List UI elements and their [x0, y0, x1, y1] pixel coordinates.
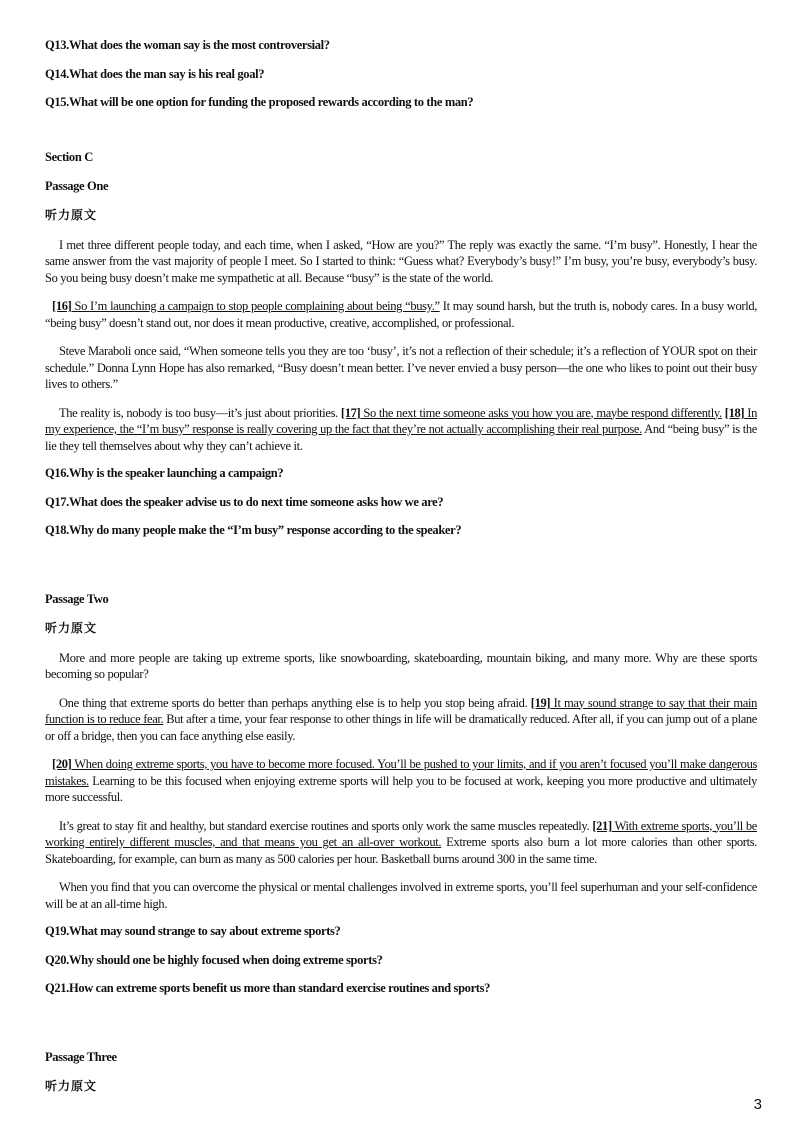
key-sentence-21: With extreme sports, you’ll be working entirely different muscles, and that means you get an all-over workout. — [45, 818, 757, 849]
passage-one-paragraph-4 — [45, 405, 757, 455]
question-14: Q14.What does the man say is his real goal? — [45, 66, 265, 81]
paragraph-text: It may sound harsh, but the truth is, nobody cares. In a busy world, “being busy” doesn’t stand out, nor does it mean productive, creative, accomplished, or professional. — [45, 299, 757, 330]
passage-two-title: Passage Two — [45, 591, 109, 606]
transcript-label: 听力原文 — [45, 620, 98, 635]
question-21: Q21.How can extreme sports benefit us more than standard exercise routines and sports? — [45, 981, 490, 995]
passage-three-title: Passage Three — [45, 1049, 117, 1064]
page-number: 3 — [753, 1096, 762, 1113]
transcript-label: 听力原文 — [45, 207, 98, 222]
answer-marker-20: [20] — [52, 757, 72, 771]
transcript-label: 听力原文 — [45, 1078, 98, 1093]
answer-marker-18: [18] — [724, 405, 745, 420]
question-13: Q13.What does the woman say is the most controversial? — [45, 38, 330, 52]
key-sentence-19: It may sound strange to say that their main function is to reduce fear. — [45, 695, 757, 726]
question-19: Q19.What may sound strange to say about extreme sports? — [45, 924, 341, 938]
passage-two-paragraph-5: When you find that you can overcome the physical or mental challenges involved in extreme sports, you’ll feel superhuman and your self-confidence will be at an all-time high. — [45, 880, 757, 911]
passage-one-paragraph-2 — [45, 298, 757, 331]
key-sentence-17: So the next time someone asks you how you are, maybe respond differently. — [360, 405, 722, 420]
document-page — [45, 38, 757, 1108]
question-20: Q20.Why should one be highly focused when doing extreme sports? — [45, 952, 383, 967]
paragraph-text: But after a time, your fear response to other things in life will be dramatically reduced. After all, if you can jump out of a plane or off a bridge, then you can face anything else easily. — [45, 712, 757, 743]
passage-two-paragraph-1: More and more people are taking up extreme sports, like snowboarding, skateboarding, mountain biking, and many more. Why are these sports becoming so popular? — [45, 650, 757, 681]
passage-one-paragraph-1: I met three different people today, and each time, when I asked, “How are you?” The reply was exactly the same. “I’m busy”. Honestly, I hear the same answer from the vast majority of people I meet. So I started to think: “Guess what? Everybody’s busy!” I’m busy, you’re busy, everybody’s busy. So you being busy doesn’t make me sympathetic at all. Because “busy” is the state of the world. — [45, 237, 757, 285]
answer-marker-19: [19] — [530, 695, 551, 710]
key-sentence-20: When doing extreme sports, you have to become more focused. You’ll be pushed to your limits, and if you aren’t focused you’ll make dangerous mistakes. — [45, 757, 757, 788]
answer-marker-16: [16] — [52, 299, 72, 313]
answer-marker-21: [21] — [592, 818, 612, 833]
question-18: Q18.Why do many people make the “I’m busy” response according to the speaker? — [45, 523, 462, 537]
question-16: Q16.Why is the speaker launching a campaign? — [45, 466, 284, 480]
key-sentence-16: So I’m launching a campaign to stop people complaining about being “busy.” — [71, 299, 440, 313]
answer-marker-17: [17] — [340, 405, 361, 420]
section-c-heading: Section C — [45, 149, 93, 164]
passage-two-paragraph-4 — [45, 818, 757, 868]
paragraph-text: Learning to be this focused when enjoying extreme sports will help you to be focused at work, keeping you more productive and ultimately more successful. — [45, 773, 757, 804]
passage-one-paragraph-3: Steve Maraboli once said, “When someone tells you they are too ‘busy’, it’s not a reflection of their schedule; it’s a reflection of YOUR spot on their schedule.” Donna Lynn Hope has also remarked, “Busy doesn’t mean better. I’ve never envied a busy person—the one who likes to point out their busy lives to others.” — [45, 344, 757, 391]
paragraph-text: It’s great to stay fit and healthy, but standard exercise routines and sports only work the same muscles repeatedly. — [59, 818, 593, 833]
passage-two-paragraph-2 — [45, 695, 757, 745]
paragraph-text: And “being busy” is the lie they tell themselves about why they can’t achieve it. — [45, 422, 757, 453]
paragraph-text: The reality is, nobody is too busy—it’s just about priorities. — [59, 405, 341, 420]
question-17: Q17.What does the speaker advise us to do next time someone asks how we are? — [45, 494, 444, 509]
passage-one-title: Passage One — [45, 178, 109, 193]
paragraph-text: Extreme sports also burn a lot more calories than other sports. Skateboarding, for example, can burn as many as 500 calories per hour. Basketball burns around 300 in the same time. — [45, 835, 757, 866]
question-15: Q15.What will be one option for funding the proposed rewards according to the man? — [45, 95, 474, 109]
key-sentence-18: In my experience, the “I’m busy” response is really covering up the fact that they’re not actually accomplishing their real purpose. — [45, 405, 757, 436]
paragraph-text: One thing that extreme sports do better than perhaps anything else is to help you stop being afraid. — [59, 695, 531, 710]
passage-two-paragraph-3 — [45, 756, 757, 806]
